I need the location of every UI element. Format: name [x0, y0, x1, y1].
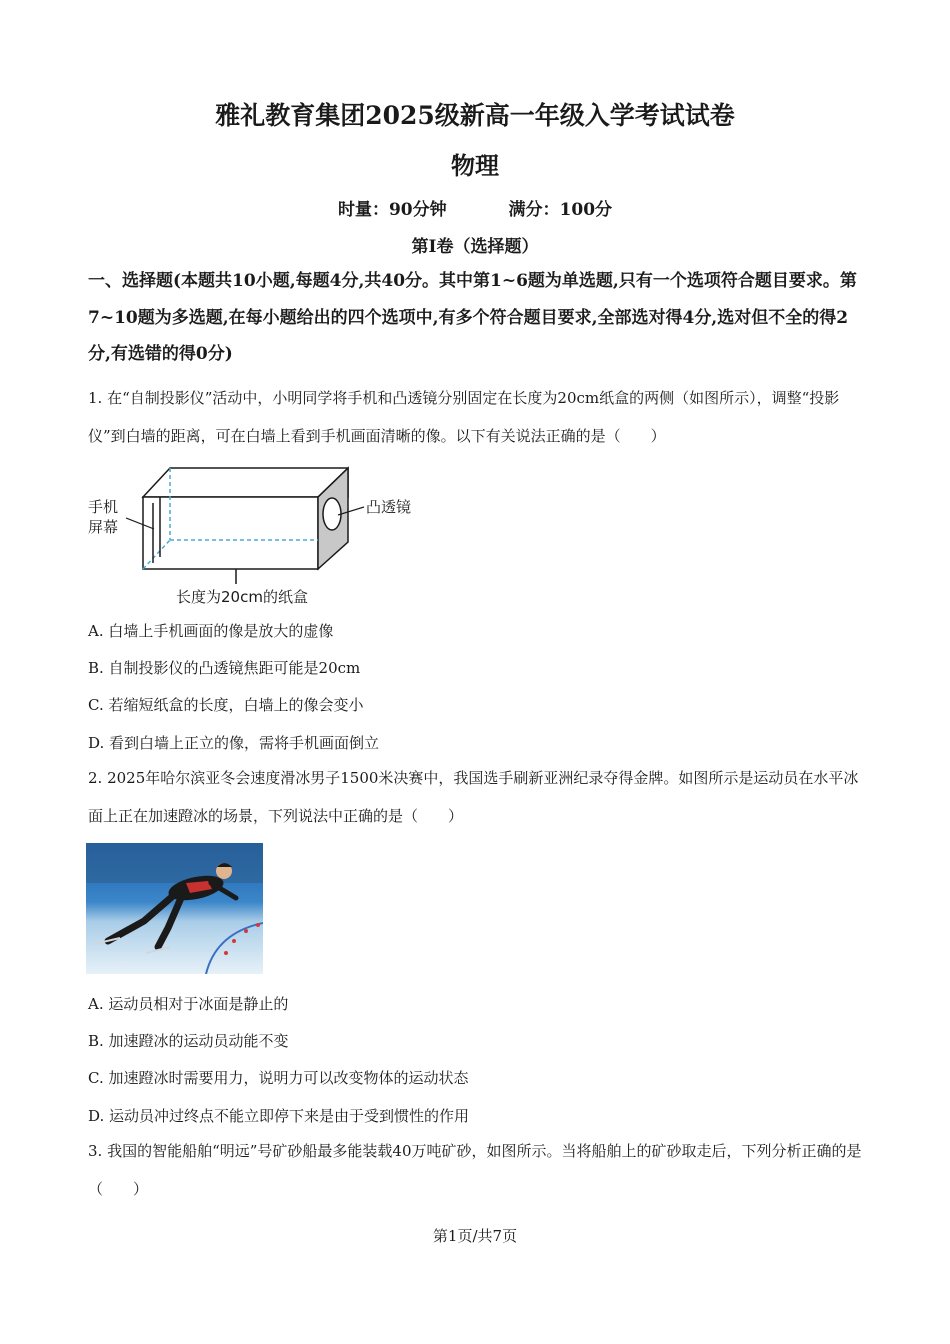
- q1-option-b: B. 自制投影仪的凸透镜焦距可能是20cm: [88, 659, 361, 677]
- question-2-stem: 2. 2025年哈尔滨亚冬会速度滑冰男子1500米决赛中，我国选手刷新亚洲纪录夺得金牌。如图所示是运动员在水平冰面上正在加速蹬冰的场景，下列说法中正确的是（ ）: [88, 769, 859, 825]
- exam-title: 雅礼教育集团2025级新高一年级入学考试试卷: [215, 101, 735, 130]
- q2-option-d: D. 运动员冲过终点不能立即停下来是由于受到惯性的作用: [88, 1107, 470, 1125]
- q2-option-a: A. 运动员相对于冰面是静止的: [88, 995, 289, 1013]
- label-phone-line1: 手机: [88, 498, 119, 516]
- skater-illustration: [86, 843, 263, 974]
- q2-option-c: C. 加速蹬冰时需要用力，说明力可以改变物体的运动状态: [88, 1069, 469, 1087]
- exam-meta: [0, 195, 950, 220]
- subject-title: 物理: [451, 151, 499, 180]
- label-box-length: 长度为20cm的纸盒: [176, 588, 308, 606]
- page-number: 第1页/共7页: [432, 1227, 518, 1245]
- full-score: 满分：100分: [508, 200, 613, 220]
- time-limit: 时量：90分钟: [337, 200, 447, 220]
- question-3-stem: 3. 我国的智能船舶“明远”号矿砂船最多能装载40万吨矿砂，如图所示。当将船舶上的矿砂取走后，下列分析正确的是（ ）: [88, 1142, 862, 1198]
- q1-option-d: D. 看到白墙上正立的像，需将手机画面倒立: [88, 734, 380, 752]
- question-1-stem: 1. 在“自制投影仪”活动中，小明同学将手机和凸透镜分别固定在长度为20cm纸盒的两侧（如图所示），调整“投影仪”到白墙的距离，可在白墙上看到手机画面清晰的像。以下有关说法正确的是（ ）: [88, 389, 840, 445]
- convex-lens: [323, 498, 341, 530]
- box-top-face: [143, 468, 348, 497]
- q2-option-b: B. 加速蹬冰的运动员动能不变: [88, 1032, 289, 1050]
- speed-skater-photo: [86, 843, 263, 974]
- q1-option-a: A. 白墙上手机画面的像是放大的虚像: [88, 622, 334, 640]
- label-phone-line2: 屏幕: [88, 518, 119, 536]
- part-heading: 第I卷（选择题）: [411, 237, 539, 257]
- question-1-figure: [86, 463, 426, 613]
- section-instructions: 一、选择题(本题共10小题,每题4分,共40分。其中第1~6题为单选题,只有一个选项符合题目要求。第7~10题为多选题,在每小题给出的四个选项中,有多个符合题目要求,全部选对得4分,选对但不全的得2分,有选错的得0分): [88, 271, 857, 364]
- label-lens: 凸透镜: [366, 498, 412, 516]
- q1-option-c: C. 若缩短纸盒的长度，白墙上的像会变小: [88, 696, 364, 714]
